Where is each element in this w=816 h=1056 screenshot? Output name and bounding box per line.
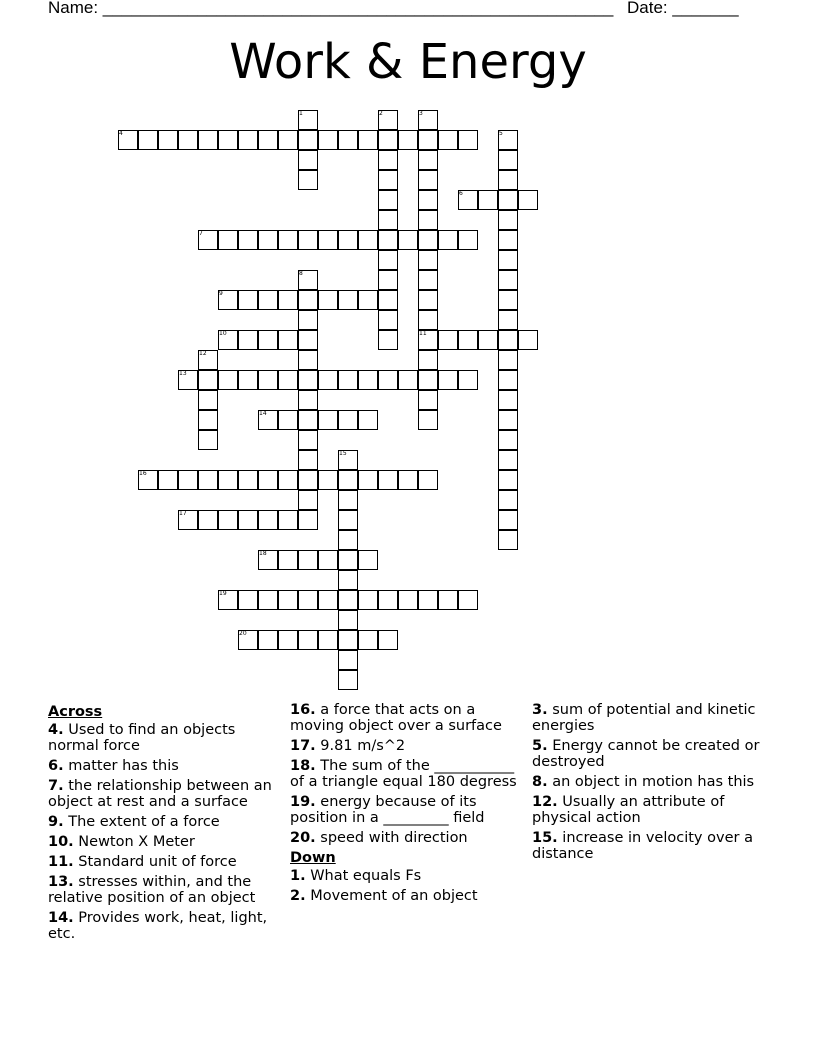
grid-cell[interactable] xyxy=(418,130,438,150)
grid-cell[interactable] xyxy=(258,370,278,390)
cell-number: 8 xyxy=(299,270,303,277)
grid-cell[interactable] xyxy=(298,230,318,250)
grid-cell[interactable] xyxy=(438,370,458,390)
clue-text: speed with direction xyxy=(315,830,468,846)
grid-cell[interactable] xyxy=(298,410,318,430)
grid-cell[interactable] xyxy=(358,290,378,310)
grid-cell[interactable] xyxy=(358,130,378,150)
grid-cell[interactable] xyxy=(298,350,318,370)
grid-cell[interactable] xyxy=(418,310,438,330)
grid-cell[interactable] xyxy=(298,150,318,170)
grid-cell[interactable] xyxy=(298,290,318,310)
grid-cell[interactable] xyxy=(278,230,298,250)
down-clue xyxy=(532,774,766,790)
grid-cell[interactable] xyxy=(398,470,418,490)
grid-cell[interactable] xyxy=(498,150,518,170)
grid-cell[interactable] xyxy=(498,270,518,290)
cell-number: 5 xyxy=(499,130,503,137)
grid-cell[interactable] xyxy=(258,470,278,490)
grid-cell[interactable] xyxy=(278,550,298,570)
across-clue xyxy=(48,874,282,906)
cell-number: 18 xyxy=(259,550,267,557)
clue-text: Usually an attribute of physical action xyxy=(532,794,725,826)
clue-number: 2. xyxy=(290,888,306,904)
clue-text: stresses within, and the relative position of an object xyxy=(48,874,256,906)
grid-cell[interactable] xyxy=(158,130,178,150)
cell-number: 7 xyxy=(199,230,203,237)
clue-text: Movement of an object xyxy=(305,888,478,904)
cell-number: 1 xyxy=(299,110,303,117)
grid-cell[interactable] xyxy=(418,390,438,410)
clue-text: energy because of its position in a _________ field xyxy=(290,794,485,826)
cell-number: 3 xyxy=(419,110,423,117)
grid-cell[interactable] xyxy=(318,550,338,570)
grid-cell[interactable] xyxy=(398,130,418,150)
grid-cell[interactable] xyxy=(338,410,358,430)
clue-text: the relationship between an object at rest and a surface xyxy=(48,778,272,810)
clue-number: 13. xyxy=(48,874,74,890)
cell-number: 4 xyxy=(119,130,123,137)
grid-cell[interactable] xyxy=(418,410,438,430)
grid-cell[interactable] xyxy=(458,130,478,150)
grid-cell[interactable] xyxy=(298,370,318,390)
grid-cell[interactable] xyxy=(438,130,458,150)
grid-cell[interactable] xyxy=(338,510,358,530)
grid-cell[interactable] xyxy=(378,210,398,230)
grid-cell[interactable] xyxy=(198,470,218,490)
grid-cell[interactable] xyxy=(498,510,518,530)
grid-cell[interactable] xyxy=(258,290,278,310)
grid-cell[interactable] xyxy=(338,530,358,550)
clue-number: 1. xyxy=(290,868,306,884)
cell-number: 20 xyxy=(239,630,247,637)
grid-cell[interactable] xyxy=(418,170,438,190)
name-field[interactable]: Name: ______________________________________________________ xyxy=(48,0,614,17)
grid-cell[interactable] xyxy=(278,330,298,350)
grid-cell[interactable] xyxy=(298,630,318,650)
grid-cell[interactable] xyxy=(298,590,318,610)
clue-text: Newton X Meter xyxy=(73,834,195,850)
across-clue xyxy=(290,738,524,754)
grid-cell[interactable] xyxy=(238,590,258,610)
cell-number: 14 xyxy=(259,410,267,417)
down-clue xyxy=(290,868,524,884)
grid-cell[interactable] xyxy=(498,410,518,430)
grid-cell[interactable] xyxy=(258,130,278,150)
grid-cell[interactable] xyxy=(218,130,238,150)
grid-cell[interactable] xyxy=(358,630,378,650)
grid-cell[interactable] xyxy=(378,130,398,150)
grid-cell[interactable] xyxy=(298,330,318,350)
grid-cell[interactable] xyxy=(358,410,378,430)
grid-cell[interactable] xyxy=(358,550,378,570)
grid-cell[interactable] xyxy=(398,230,418,250)
grid-cell[interactable] xyxy=(378,190,398,210)
grid-cell[interactable] xyxy=(238,130,258,150)
grid-cell[interactable] xyxy=(498,290,518,310)
grid-cell[interactable] xyxy=(378,230,398,250)
grid-cell[interactable] xyxy=(218,370,238,390)
grid-cell[interactable] xyxy=(498,450,518,470)
clue-number: 3. xyxy=(532,702,548,718)
across-clue xyxy=(290,830,524,846)
clue-number: 8. xyxy=(532,774,548,790)
grid-cell[interactable] xyxy=(518,190,538,210)
grid-cell[interactable] xyxy=(338,550,358,570)
clue-number: 10. xyxy=(48,834,74,850)
clue-number: 6. xyxy=(48,758,64,774)
grid-cell[interactable] xyxy=(478,190,498,210)
grid-cell[interactable] xyxy=(138,130,158,150)
grid-cell[interactable] xyxy=(238,470,258,490)
grid-cell[interactable] xyxy=(218,510,238,530)
down-heading: Down xyxy=(290,850,336,866)
grid-cell[interactable] xyxy=(198,390,218,410)
grid-cell[interactable] xyxy=(418,470,438,490)
grid-cell[interactable] xyxy=(378,290,398,310)
grid-cell[interactable] xyxy=(338,490,358,510)
down-clue xyxy=(532,738,766,770)
clue-number: 19. xyxy=(290,794,316,810)
clue-number: 12. xyxy=(532,794,558,810)
grid-cell[interactable] xyxy=(198,370,218,390)
cell-number: 10 xyxy=(219,330,227,337)
grid-cell[interactable] xyxy=(318,290,338,310)
clue-number: 18. xyxy=(290,758,316,774)
grid-cell[interactable] xyxy=(438,330,458,350)
grid-cell[interactable] xyxy=(498,250,518,270)
grid-cell[interactable] xyxy=(298,310,318,330)
grid-cell[interactable] xyxy=(258,590,278,610)
across-clue xyxy=(48,814,282,830)
clue-number: 9. xyxy=(48,814,64,830)
grid-cell[interactable] xyxy=(338,670,358,690)
grid-cell[interactable] xyxy=(458,330,478,350)
grid-cell[interactable] xyxy=(498,210,518,230)
cell-number: 13 xyxy=(179,370,187,377)
grid-cell[interactable] xyxy=(298,470,318,490)
cell-number: 16 xyxy=(139,470,147,477)
grid-cell[interactable] xyxy=(198,510,218,530)
grid-cell[interactable] xyxy=(258,630,278,650)
grid-cell[interactable] xyxy=(238,510,258,530)
grid-cell[interactable] xyxy=(498,470,518,490)
across-clue xyxy=(290,794,524,826)
grid-cell[interactable] xyxy=(438,230,458,250)
grid-cell[interactable] xyxy=(238,370,258,390)
across-clue xyxy=(290,758,524,790)
across-clue xyxy=(48,854,282,870)
cell-number: 6 xyxy=(459,190,463,197)
grid-cell[interactable] xyxy=(418,270,438,290)
grid-cell[interactable] xyxy=(338,590,358,610)
grid-cell[interactable] xyxy=(178,130,198,150)
clue-text: sum of potential and kinetic energies xyxy=(532,702,756,734)
grid-cell[interactable] xyxy=(258,330,278,350)
grid-cell[interactable] xyxy=(338,290,358,310)
clue-number: 15. xyxy=(532,830,558,846)
grid-cell[interactable] xyxy=(338,230,358,250)
grid-cell[interactable] xyxy=(418,250,438,270)
grid-cell[interactable] xyxy=(278,470,298,490)
grid-cell[interactable] xyxy=(358,230,378,250)
grid-cell[interactable] xyxy=(378,170,398,190)
clue-text: The sum of the ___________ of a triangle equal 180 degress xyxy=(290,758,517,790)
grid-cell[interactable] xyxy=(218,230,238,250)
grid-cell[interactable] xyxy=(298,550,318,570)
grid-cell[interactable] xyxy=(318,230,338,250)
grid-cell[interactable] xyxy=(418,190,438,210)
down-clue xyxy=(532,702,766,734)
grid-cell[interactable] xyxy=(238,290,258,310)
grid-cell[interactable] xyxy=(398,590,418,610)
clue-text: Provides work, heat, light, etc. xyxy=(48,910,268,942)
grid-cell[interactable] xyxy=(398,370,418,390)
cell-number: 2 xyxy=(379,110,383,117)
grid-cell[interactable] xyxy=(418,350,438,370)
grid-cell[interactable] xyxy=(218,470,238,490)
grid-cell[interactable] xyxy=(378,370,398,390)
grid-cell[interactable] xyxy=(338,470,358,490)
grid-cell[interactable] xyxy=(498,390,518,410)
grid-cell[interactable] xyxy=(298,390,318,410)
down-clue xyxy=(532,830,766,862)
grid-cell[interactable] xyxy=(418,590,438,610)
grid-cell[interactable] xyxy=(298,450,318,470)
grid-cell[interactable] xyxy=(318,630,338,650)
clue-text: The extent of a force xyxy=(63,814,220,830)
grid-cell[interactable] xyxy=(498,530,518,550)
grid-cell[interactable] xyxy=(318,370,338,390)
grid-cell[interactable] xyxy=(498,170,518,190)
grid-cell[interactable] xyxy=(278,130,298,150)
grid-cell[interactable] xyxy=(318,470,338,490)
grid-cell[interactable] xyxy=(278,630,298,650)
grid-cell[interactable] xyxy=(198,410,218,430)
clues-column-1 xyxy=(48,702,282,946)
grid-cell[interactable] xyxy=(498,430,518,450)
grid-cell[interactable] xyxy=(498,350,518,370)
grid-cell[interactable] xyxy=(158,470,178,490)
grid-cell[interactable] xyxy=(378,270,398,290)
down-clue xyxy=(532,794,766,826)
clue-text: an object in motion has this xyxy=(547,774,755,790)
clue-number: 4. xyxy=(48,722,64,738)
grid-cell[interactable] xyxy=(498,310,518,330)
grid-cell[interactable] xyxy=(178,470,198,490)
grid-cell[interactable] xyxy=(498,370,518,390)
grid-cell[interactable] xyxy=(278,370,298,390)
page-title: Work & Energy xyxy=(229,34,587,90)
cell-number: 17 xyxy=(179,510,187,517)
clue-text: increase in velocity over a distance xyxy=(532,830,753,862)
clue-text: Standard unit of force xyxy=(73,854,237,870)
across-clue xyxy=(290,702,524,734)
clues-column-2 xyxy=(290,702,524,908)
grid-cell[interactable] xyxy=(378,630,398,650)
across-clue xyxy=(48,910,282,942)
grid-cell[interactable] xyxy=(198,430,218,450)
cell-number: 9 xyxy=(219,290,223,297)
grid-cell[interactable] xyxy=(378,310,398,330)
across-clue xyxy=(48,778,282,810)
grid-cell[interactable] xyxy=(338,130,358,150)
grid-cell[interactable] xyxy=(378,470,398,490)
grid-cell[interactable] xyxy=(458,370,478,390)
grid-cell[interactable] xyxy=(418,210,438,230)
across-heading: Across xyxy=(48,704,103,720)
grid-cell[interactable] xyxy=(418,230,438,250)
clue-number: 5. xyxy=(532,738,548,754)
grid-cell[interactable] xyxy=(278,290,298,310)
clue-number: 16. xyxy=(290,702,316,718)
down-clue xyxy=(290,888,524,904)
grid-cell[interactable] xyxy=(358,370,378,390)
clue-text: a force that acts on a moving object over a surface xyxy=(290,702,502,734)
clue-text: Energy cannot be created or destroyed xyxy=(532,738,760,770)
grid-cell[interactable] xyxy=(418,370,438,390)
grid-cell[interactable] xyxy=(318,590,338,610)
cell-number: 19 xyxy=(219,590,227,597)
grid-cell[interactable] xyxy=(378,150,398,170)
clue-text: Used to find an objects normal force xyxy=(48,722,236,754)
across-clue xyxy=(48,834,282,850)
grid-cell[interactable] xyxy=(358,590,378,610)
across-clue xyxy=(48,722,282,754)
across-clue xyxy=(48,758,282,774)
grid-cell[interactable] xyxy=(278,510,298,530)
grid-cell[interactable] xyxy=(498,330,518,350)
grid-cell[interactable] xyxy=(318,130,338,150)
grid-cell[interactable] xyxy=(298,170,318,190)
grid-cell[interactable] xyxy=(518,330,538,350)
grid-cell[interactable] xyxy=(238,230,258,250)
clue-text: matter has this xyxy=(63,758,179,774)
clues-column-3 xyxy=(532,702,766,866)
grid-cell[interactable] xyxy=(498,490,518,510)
cell-number: 12 xyxy=(199,350,207,357)
grid-cell[interactable] xyxy=(498,230,518,250)
cell-number: 15 xyxy=(339,450,347,457)
grid-cell[interactable] xyxy=(458,590,478,610)
grid-cell[interactable] xyxy=(438,590,458,610)
grid-cell[interactable] xyxy=(458,230,478,250)
grid-cell[interactable] xyxy=(298,510,318,530)
grid-cell[interactable] xyxy=(278,590,298,610)
clue-number: 7. xyxy=(48,778,64,794)
grid-cell[interactable] xyxy=(198,130,218,150)
cell-number: 11 xyxy=(419,330,427,337)
grid-cell[interactable] xyxy=(418,290,438,310)
grid-cell[interactable] xyxy=(298,130,318,150)
grid-cell[interactable] xyxy=(338,630,358,650)
grid-cell[interactable] xyxy=(338,610,358,630)
grid-cell[interactable] xyxy=(318,410,338,430)
clue-number: 17. xyxy=(290,738,316,754)
clue-text: 9.81 m/s^2 xyxy=(315,738,406,754)
grid-cell[interactable] xyxy=(338,570,358,590)
grid-cell[interactable] xyxy=(378,330,398,350)
clue-number: 14. xyxy=(48,910,74,926)
date-field[interactable]: Date: _______ xyxy=(627,0,739,17)
grid-cell[interactable] xyxy=(378,590,398,610)
grid-cell[interactable] xyxy=(258,510,278,530)
grid-cell[interactable] xyxy=(478,330,498,350)
grid-cell[interactable] xyxy=(358,470,378,490)
grid-cell[interactable] xyxy=(298,490,318,510)
grid-cell[interactable] xyxy=(238,330,258,350)
grid-cell[interactable] xyxy=(258,230,278,250)
grid-cell[interactable] xyxy=(338,650,358,670)
clue-number: 20. xyxy=(290,830,316,846)
grid-cell[interactable] xyxy=(298,430,318,450)
grid-cell[interactable] xyxy=(418,150,438,170)
grid-cell[interactable] xyxy=(278,410,298,430)
grid-cell[interactable] xyxy=(338,370,358,390)
clue-text: What equals Fs xyxy=(305,868,422,884)
clue-number: 11. xyxy=(48,854,74,870)
grid-cell[interactable] xyxy=(498,190,518,210)
grid-cell[interactable] xyxy=(378,250,398,270)
